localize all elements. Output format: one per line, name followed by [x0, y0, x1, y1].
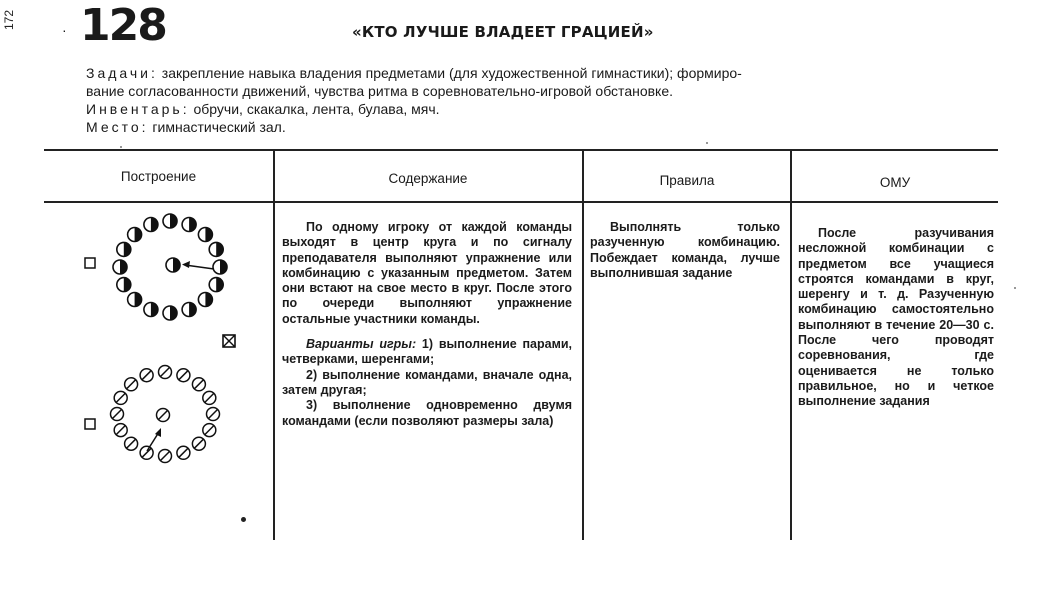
variant-1: 1) выполнение парами, четверками, шеренгами;: [282, 337, 572, 367]
player-marker: [125, 437, 138, 450]
content-cell: [282, 220, 572, 429]
equipment-text: обручи, скакалка, лента, булава, мяч.: [189, 101, 440, 117]
player-marker: [128, 293, 142, 307]
place-line: [86, 118, 1006, 136]
arrow-icon: [182, 261, 214, 269]
tasks-text-2: вание согласованности движений, чувства ритма в соревновательно-игровой обстановке.: [86, 83, 674, 99]
equipment-line: [86, 100, 1006, 118]
player-marker: [144, 303, 158, 317]
variant-3: 3) выполнение одновременно двумя командами (если позволяют размеры зала): [282, 398, 572, 428]
game-number: 128: [80, 0, 166, 51]
player-marker: [203, 391, 216, 404]
player-marker: [111, 408, 124, 421]
speck: [1014, 287, 1016, 289]
variants-label: Варианты игры:: [306, 337, 417, 352]
column-divider-3: [790, 149, 792, 540]
player-marker: [198, 228, 212, 242]
player-marker: [140, 369, 153, 382]
player-marker: [163, 306, 177, 320]
column-divider-2: [582, 149, 584, 540]
player-marker: [192, 378, 205, 391]
player-marker: [203, 424, 216, 437]
tasks-label: Задачи:: [86, 65, 158, 81]
player-marker: [144, 218, 158, 232]
empty-square-icon: [85, 258, 95, 268]
player-marker: [213, 260, 227, 274]
crossed-square-icon: [223, 335, 235, 347]
player-marker: [177, 446, 190, 459]
variant-2: 2) выполнение командами, вначале одна, затем другая;: [282, 367, 572, 397]
player-marker: [209, 242, 223, 256]
tasks-text-1: закрепление навыка владения предметами (для художественной гимнастики); формиро-: [157, 65, 742, 81]
header-content: Содержание: [388, 171, 468, 186]
player-marker: [182, 303, 196, 317]
player-marker: [117, 242, 131, 256]
player-marker: [177, 369, 190, 382]
player-marker: [207, 408, 220, 421]
player-marker: [182, 218, 196, 232]
tasks-line-2: [86, 82, 1006, 100]
player-marker: [114, 424, 127, 437]
header-rules: Правила: [659, 173, 715, 188]
player-marker: [192, 437, 205, 450]
table-header-border: [44, 201, 998, 203]
speck: [120, 146, 122, 148]
tasks-line: [86, 64, 1006, 82]
player-marker: [198, 293, 212, 307]
decorative-dot: ·: [62, 22, 67, 38]
player-marker: [159, 450, 172, 463]
column-divider-1: [273, 149, 275, 540]
formation-diagram: [78, 205, 248, 475]
slashed-circle-icon: [157, 409, 170, 422]
player-marker: [140, 446, 153, 459]
player-marker: [128, 228, 142, 242]
variants-line: [282, 337, 572, 368]
player-marker: [159, 366, 172, 379]
half-filled-circle-icon: [166, 258, 180, 272]
arrow-icon-lower: [147, 428, 161, 451]
player-marker: [114, 391, 127, 404]
player-marker: [117, 278, 131, 292]
place-label: Место:: [86, 119, 149, 135]
player-marker: [125, 378, 138, 391]
player-marker: [209, 278, 223, 292]
rules-cell: Выполнять только разученную комбинацию. Побеждает команда, лучше выполнившая задание: [590, 220, 780, 280]
intro-block: [86, 64, 1006, 136]
table-top-border: [44, 149, 998, 151]
player-marker: [113, 260, 127, 274]
omu-cell: После разучивания несложной комбинации с предметом все учащиеся строятся командами в круг, шеренгу и т. д. Разученную комбинацию самостоятельно выполняют в течение 20—30 с. После чего проводят соревнования, где оценивается не только правильное, но и четкое выполнение задания: [798, 226, 994, 409]
empty-square-icon-lower: [85, 419, 95, 429]
decorative-bullet: [241, 517, 246, 522]
header-omu: ОМУ: [879, 175, 911, 190]
content-paragraph: По одному игроку от каждой команды выходят в центр круга и по сигналу преподавателя выполняют упражнение или комбинацию с указанным предметом. Затем они встают на свое место в круг. После этого по очереди выполняют упражнение остальные участники команды.: [282, 220, 572, 326]
place-text: гимнастический зал.: [148, 119, 286, 135]
game-title: «КТО ЛУЧШЕ ВЛАДЕЕТ ГРАЦИЕЙ»: [352, 23, 654, 41]
speck: [706, 142, 708, 144]
player-marker: [163, 214, 177, 228]
side-page-number: 172: [2, 9, 16, 31]
equipment-label: Инвентарь:: [86, 101, 190, 117]
header-formation: Построение: [120, 169, 197, 184]
